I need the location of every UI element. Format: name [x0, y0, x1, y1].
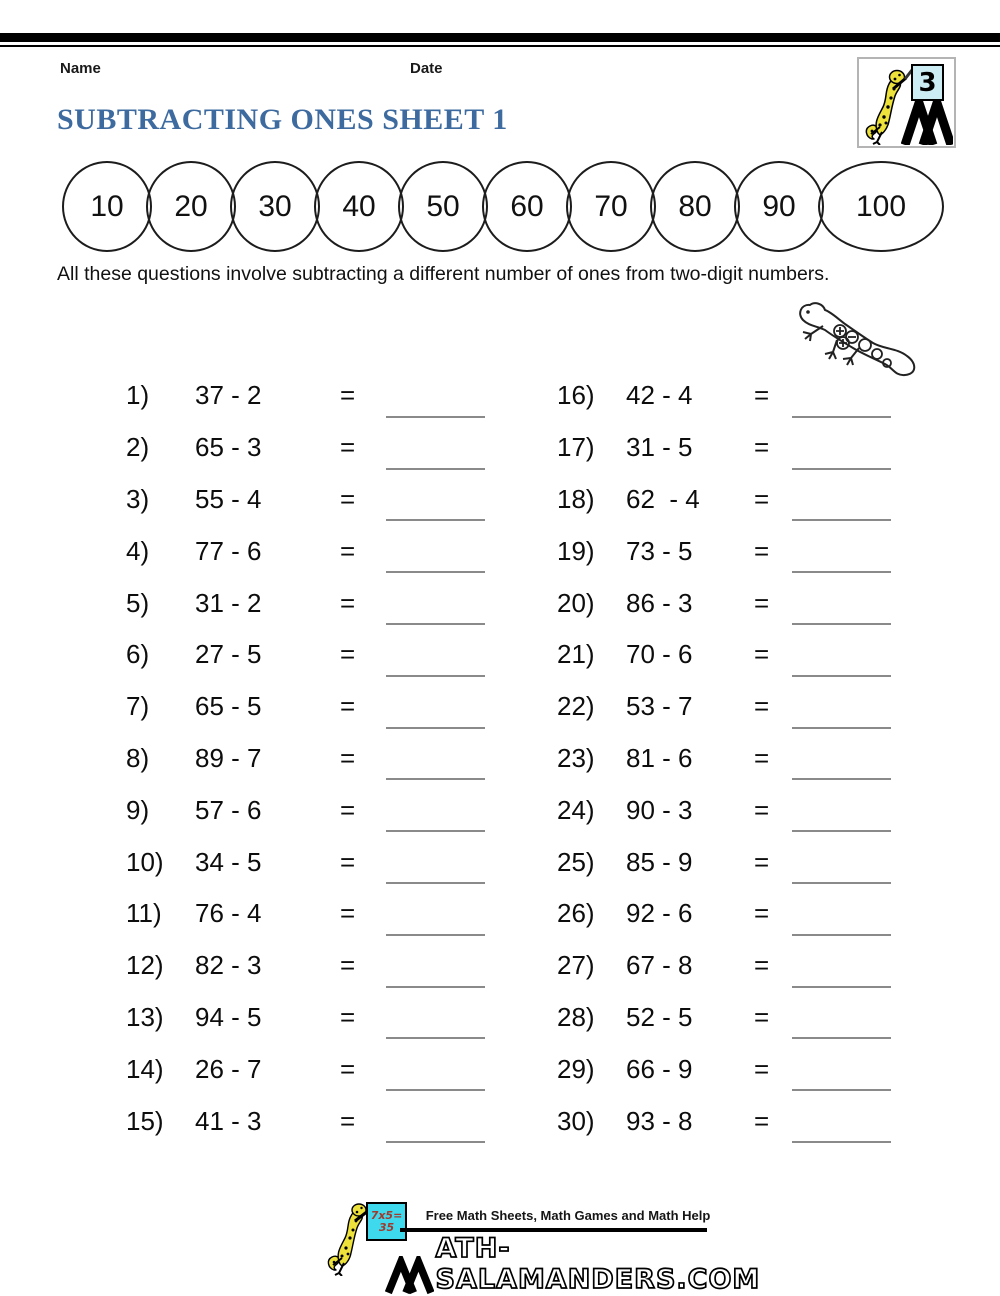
equals-sign: =	[340, 794, 356, 825]
track-oval	[734, 161, 824, 252]
problem-row	[557, 370, 891, 422]
answer-line[interactable]	[386, 468, 485, 470]
answer-line[interactable]	[792, 571, 891, 573]
problem-expression: 76 - 4	[195, 898, 262, 929]
track-oval-label: 10	[90, 189, 124, 223]
problem-number: 23)	[557, 742, 595, 773]
problem-number: 24)	[557, 794, 595, 825]
equals-sign: =	[754, 691, 770, 722]
problem-row	[126, 474, 485, 526]
problem-expression: 65 - 3	[195, 432, 262, 463]
problem-row	[126, 422, 485, 474]
equals-sign: =	[340, 380, 356, 411]
equals-sign: =	[340, 1105, 356, 1136]
equals-sign: =	[340, 898, 356, 929]
track-oval	[650, 161, 740, 252]
board-line2: 35	[378, 1220, 395, 1234]
instruction-text: All these questions involve subtracting a different number of ones from two-digit numbers.	[57, 263, 830, 285]
problem-number: 1)	[126, 380, 150, 411]
problem-number: 30)	[557, 1105, 595, 1136]
answer-line[interactable]	[792, 1141, 891, 1143]
problem-number: 21)	[557, 639, 595, 670]
answer-line[interactable]	[792, 727, 891, 729]
track-oval-label: 70	[594, 189, 628, 223]
answer-line[interactable]	[386, 623, 485, 625]
problem-number: 26)	[557, 898, 595, 929]
problem-row	[557, 422, 891, 474]
answer-line[interactable]	[386, 934, 485, 936]
footer-m-icon	[385, 1256, 434, 1296]
meta-row	[0, 60, 1000, 80]
problem-number: 3)	[126, 483, 150, 514]
track-oval	[818, 161, 944, 252]
problem-number: 29)	[557, 1053, 595, 1084]
footer-logo	[325, 1196, 761, 1295]
answer-line[interactable]	[386, 882, 485, 884]
problem-row	[557, 525, 891, 577]
problem-number: 19)	[557, 535, 595, 566]
problem-number: 11)	[126, 898, 162, 929]
answer-line[interactable]	[792, 1089, 891, 1091]
problem-number: 2)	[126, 432, 150, 463]
answer-line[interactable]	[792, 468, 891, 470]
grade-badge	[911, 64, 944, 101]
equals-sign: =	[754, 1001, 770, 1032]
track-oval-label: 100	[855, 189, 907, 223]
top-rule	[0, 33, 1000, 47]
footer-site	[385, 1233, 770, 1296]
problem-row	[126, 525, 485, 577]
problem-number: 17)	[557, 432, 595, 463]
track-oval	[398, 161, 488, 252]
problem-row	[126, 992, 485, 1044]
problem-row	[557, 784, 891, 836]
problem-row	[126, 784, 485, 836]
answer-line[interactable]	[386, 986, 485, 988]
equals-sign: =	[340, 950, 356, 981]
answer-line[interactable]	[792, 623, 891, 625]
footer-site-text: ATH-SALAMANDERS.COM	[435, 1233, 761, 1295]
footer-tagline: Free Math Sheets, Math Games and Math Help	[425, 1208, 711, 1223]
problem-expression: 37 - 2	[195, 380, 262, 411]
answer-line[interactable]	[386, 1037, 485, 1039]
problem-number: 9)	[126, 794, 150, 825]
number-track	[62, 161, 938, 252]
problem-row	[557, 577, 891, 629]
answer-line[interactable]	[792, 882, 891, 884]
problem-expression: 34 - 5	[195, 846, 262, 877]
problem-expression: 77 - 6	[195, 535, 262, 566]
problem-row	[126, 940, 485, 992]
problem-expression: 65 - 5	[195, 691, 262, 722]
problem-number: 27)	[557, 950, 595, 981]
problem-expression: 81 - 6	[626, 742, 693, 773]
problem-number: 28)	[557, 1001, 595, 1032]
equals-sign: =	[754, 639, 770, 670]
problem-row	[557, 836, 891, 888]
problems-col-left	[126, 370, 485, 1147]
track-oval-label: 30	[258, 189, 292, 223]
problem-expression: 73 - 5	[626, 535, 693, 566]
problem-expression: 86 - 3	[626, 587, 693, 618]
problem-row	[557, 681, 891, 733]
equals-sign: =	[754, 432, 770, 463]
equals-sign: =	[754, 483, 770, 514]
equals-sign: =	[340, 742, 356, 773]
problem-expression: 94 - 5	[195, 1001, 262, 1032]
track-oval	[314, 161, 404, 252]
problem-row	[126, 1095, 485, 1147]
problem-number: 6)	[126, 639, 150, 670]
problem-row	[557, 888, 891, 940]
track-oval	[482, 161, 572, 252]
track-oval-label: 20	[174, 189, 208, 223]
track-oval-label: 40	[342, 189, 376, 223]
answer-line[interactable]	[386, 727, 485, 729]
answer-line[interactable]	[792, 986, 891, 988]
track-oval-label: 60	[510, 189, 544, 223]
problem-row	[126, 836, 485, 888]
answer-line[interactable]	[386, 830, 485, 832]
problem-row	[557, 992, 891, 1044]
answer-line[interactable]	[386, 519, 485, 521]
equals-sign: =	[754, 587, 770, 618]
problem-number: 18)	[557, 483, 595, 514]
track-oval-label: 50	[426, 189, 460, 223]
track-oval	[146, 161, 236, 252]
equals-sign: =	[340, 432, 356, 463]
answer-line[interactable]	[386, 1141, 485, 1143]
problem-expression: 26 - 7	[195, 1053, 262, 1084]
problem-expression: 92 - 6	[626, 898, 693, 929]
problem-number: 25)	[557, 846, 595, 877]
problem-expression: 62 - 4	[626, 483, 700, 514]
problem-row	[126, 888, 485, 940]
answer-line[interactable]	[792, 519, 891, 521]
problem-expression: 66 - 9	[626, 1053, 693, 1084]
problem-number: 14)	[126, 1053, 164, 1084]
problem-expression: 31 - 5	[626, 432, 693, 463]
problem-expression: 89 - 7	[195, 742, 262, 773]
problem-row	[126, 733, 485, 785]
problem-expression: 52 - 5	[626, 1001, 693, 1032]
equals-sign: =	[340, 1001, 356, 1032]
answer-line[interactable]	[792, 830, 891, 832]
equals-sign: =	[340, 535, 356, 566]
board-line1: 7x5=	[370, 1208, 403, 1222]
problem-row	[557, 940, 891, 992]
problem-row	[557, 1095, 891, 1147]
problem-number: 10)	[126, 846, 164, 877]
equals-sign: =	[340, 1053, 356, 1084]
problem-row	[557, 733, 891, 785]
track-oval-label: 90	[762, 189, 796, 223]
problem-expression: 93 - 8	[626, 1105, 693, 1136]
equals-sign: =	[754, 380, 770, 411]
m-logo-icon	[901, 99, 953, 145]
problem-number: 12)	[126, 950, 164, 981]
equals-sign: =	[754, 898, 770, 929]
problem-number: 22)	[557, 691, 595, 722]
problem-expression: 55 - 4	[195, 483, 262, 514]
answer-line[interactable]	[386, 778, 485, 780]
problem-expression: 90 - 3	[626, 794, 693, 825]
equals-sign: =	[754, 1105, 770, 1136]
equals-sign: =	[754, 742, 770, 773]
problem-number: 15)	[126, 1105, 164, 1136]
problem-row	[126, 681, 485, 733]
top-rule-thin	[0, 45, 1000, 47]
answer-line[interactable]	[792, 675, 891, 677]
equals-sign: =	[754, 1053, 770, 1084]
problem-expression: 42 - 4	[626, 380, 693, 411]
track-oval	[62, 161, 152, 252]
problem-row	[557, 629, 891, 681]
page-title: SUBTRACTING ONES SHEET 1	[57, 103, 508, 136]
problem-expression: 27 - 5	[195, 639, 262, 670]
equals-sign: =	[340, 587, 356, 618]
equals-sign: =	[340, 639, 356, 670]
answer-line[interactable]	[792, 1037, 891, 1039]
problem-row	[126, 1043, 485, 1095]
equals-sign: =	[754, 950, 770, 981]
answer-line[interactable]	[792, 416, 891, 418]
equals-sign: =	[340, 846, 356, 877]
track-oval	[230, 161, 320, 252]
problems-col-right	[557, 370, 891, 1147]
problem-expression: 57 - 6	[195, 794, 262, 825]
problem-expression: 31 - 2	[195, 587, 262, 618]
answer-line[interactable]	[386, 416, 485, 418]
equals-sign: =	[754, 794, 770, 825]
answer-line[interactable]	[792, 778, 891, 780]
problem-number: 7)	[126, 691, 150, 722]
problem-expression: 70 - 6	[626, 639, 693, 670]
problem-expression: 53 - 7	[626, 691, 693, 722]
name-label: Name	[60, 60, 101, 77]
answer-line[interactable]	[386, 675, 485, 677]
problem-expression: 85 - 9	[626, 846, 693, 877]
problem-row	[126, 577, 485, 629]
problem-row	[126, 370, 485, 422]
answer-line[interactable]	[792, 934, 891, 936]
problem-row	[557, 1043, 891, 1095]
problem-expression: 82 - 3	[195, 950, 262, 981]
answer-line[interactable]	[386, 1089, 485, 1091]
problem-row	[557, 474, 891, 526]
equals-sign: =	[340, 483, 356, 514]
problem-number: 4)	[126, 535, 150, 566]
problem-number: 20)	[557, 587, 595, 618]
grade-number: 3	[918, 67, 937, 98]
problem-number: 13)	[126, 1001, 164, 1032]
footer-rule	[400, 1228, 707, 1232]
date-label: Date	[410, 60, 443, 77]
equals-sign: =	[754, 846, 770, 877]
top-rule-thick	[0, 33, 1000, 42]
answer-line[interactable]	[386, 571, 485, 573]
equals-sign: =	[754, 535, 770, 566]
track-oval-label: 80	[678, 189, 712, 223]
problem-expression: 41 - 3	[195, 1105, 262, 1136]
problem-number: 16)	[557, 380, 595, 411]
problem-row	[126, 629, 485, 681]
problem-number: 5)	[126, 587, 150, 618]
problem-expression: 67 - 8	[626, 950, 693, 981]
site-logo	[857, 57, 956, 148]
track-oval	[566, 161, 656, 252]
equals-sign: =	[340, 691, 356, 722]
problem-number: 8)	[126, 742, 150, 773]
